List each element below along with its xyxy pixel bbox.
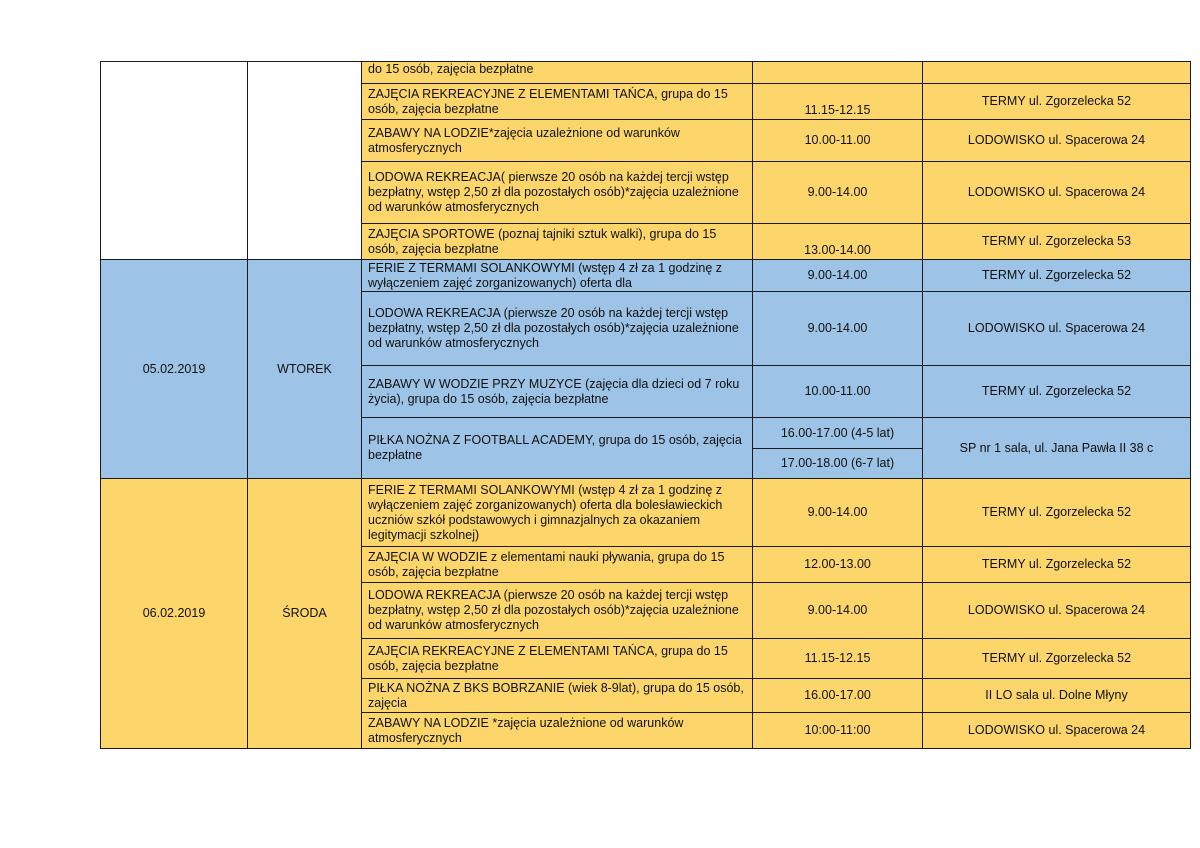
time-cell: 12.00-13.00 — [753, 547, 923, 583]
place-cell: LODOWISKO ul. Spacerowa 24 — [923, 713, 1191, 749]
place-cell: LODOWISKO ul. Spacerowa 24 — [923, 583, 1191, 639]
place-cell: LODOWISKO ul. Spacerowa 24 — [923, 292, 1191, 366]
time-cell: 13.00-14.00 — [753, 224, 923, 260]
time-cell: 9.00-14.00 — [753, 583, 923, 639]
place-cell: TERMY ul. Zgorzelecka 52 — [923, 547, 1191, 583]
activity-cell: ZABAWY W WODZIE PRZY MUZYCE (zajęcia dla dzieci od 7 roku życia), grupa do 15 osób, zajęcia bezpłatne — [362, 366, 753, 418]
activity-cell: PIŁKA NOŻNA Z FOOTBALL ACADEMY, grupa do 15 osób, zajęcia bezpłatne — [362, 418, 753, 479]
time-cell: 10.00-11.00 — [753, 120, 923, 162]
place-cell: SP nr 1 sala, ul. Jana Pawła II 38 c — [923, 418, 1191, 479]
activity-cell: ZAJĘCIA W WODZIE z elementami nauki pływania, grupa do 15 osób, zajęcia bezpłatne — [362, 547, 753, 583]
place-cell: TERMY ul. Zgorzelecka 52 — [923, 84, 1191, 120]
time-cell: 9.00-14.00 — [753, 162, 923, 224]
activity-cell: ZAJĘCIA REKREACYJNE Z ELEMENTAMI TAŃCA, grupa do 15 osób, zajęcia bezpłatne — [362, 639, 753, 679]
table-row — [101, 479, 1191, 547]
date-cell: 05.02.2019 — [101, 260, 248, 479]
activity-cell: LODOWA REKREACJA (pierwsze 20 osób na każdej tercji wstęp bezpłatny, wstęp 2,50 zł dla pozostałych osób)*zajęcia uzależnione od warunków atmosferycznych — [362, 583, 753, 639]
activity-cell: ZAJĘCIA SPORTOWE (poznaj tajniki sztuk walki), grupa do 15 osób, zajęcia bezpłatne — [362, 224, 753, 260]
activity-cell: LODOWA REKREACJA (pierwsze 20 osób na każdej tercji wstęp bezpłatny, wstęp 2,50 zł dla pozostałych osób)*zajęcia uzależnione od warunków atmosferycznych — [362, 292, 753, 366]
place-cell: LODOWISKO ul. Spacerowa 24 — [923, 120, 1191, 162]
day-cell: ŚRODA — [248, 479, 362, 749]
place-cell: TERMY ul. Zgorzelecka 52 — [923, 260, 1191, 292]
place-cell: TERMY ul. Zgorzelecka 52 — [923, 639, 1191, 679]
time-cell: 9.00-14.00 — [753, 479, 923, 547]
time-cell: 9.00-14.00 — [753, 260, 923, 292]
time-cell: 17.00-18.00 (6-7 lat) — [753, 449, 923, 479]
place-cell: II LO sala ul. Dolne Młyny — [923, 679, 1191, 713]
day-cell: WTOREK — [248, 260, 362, 479]
date-cell — [101, 62, 248, 260]
day-cell — [248, 62, 362, 260]
date-cell: 06.02.2019 — [101, 479, 248, 749]
time-cell: 11.15-12.15 — [753, 84, 923, 120]
place-cell — [923, 62, 1191, 84]
place-cell: TERMY ul. Zgorzelecka 52 — [923, 479, 1191, 547]
activity-cell: do 15 osób, zajęcia bezpłatne — [362, 62, 753, 84]
time-cell — [753, 62, 923, 84]
activity-cell: FERIE Z TERMAMI SOLANKOWYMI (wstęp 4 zł za 1 godzinę z wyłączeniem zajęć zorganizowanych) oferta dla — [362, 260, 753, 292]
time-cell: 9.00-14.00 — [753, 292, 923, 366]
table-row — [101, 62, 1191, 84]
time-cell: 11.15-12.15 — [753, 639, 923, 679]
schedule-table — [100, 61, 1191, 749]
place-cell: LODOWISKO ul. Spacerowa 24 — [923, 162, 1191, 224]
time-cell: 10.00-11.00 — [753, 366, 923, 418]
table-row — [101, 260, 1191, 292]
activity-cell: PIŁKA NOŻNA Z BKS BOBRZANIE (wiek 8-9lat), grupa do 15 osób, zajęcia — [362, 679, 753, 713]
activity-cell: FERIE Z TERMAMI SOLANKOWYMI (wstęp 4 zł za 1 godzinę z wyłączeniem zajęć zorganizowanych) oferta dla bolesławieckich uczniów szkół podstawowych i gimnazjalnych za okazaniem legitymacji szkolnej) — [362, 479, 753, 547]
time-cell: 16.00-17.00 — [753, 679, 923, 713]
place-cell: TERMY ul. Zgorzelecka 52 — [923, 366, 1191, 418]
activity-cell: ZABAWY NA LODZIE*zajęcia uzależnione od warunków atmosferycznych — [362, 120, 753, 162]
time-cell: 16.00-17.00 (4-5 lat) — [753, 418, 923, 449]
activity-cell: ZABAWY NA LODZIE *zajęcia uzależnione od warunków atmosferycznych — [362, 713, 753, 749]
activity-cell: LODOWA REKREACJA( pierwsze 20 osób na każdej tercji wstęp bezpłatny, wstęp 2,50 zł dla pozostałych osób)*zajęcia uzależnione od warunków atmosferycznych — [362, 162, 753, 224]
activity-cell: ZAJĘCIA REKREACYJNE Z ELEMENTAMI TAŃCA, grupa do 15 osób, zajęcia bezpłatne — [362, 84, 753, 120]
time-cell: 10:00-11:00 — [753, 713, 923, 749]
place-cell: TERMY ul. Zgorzelecka 53 — [923, 224, 1191, 260]
